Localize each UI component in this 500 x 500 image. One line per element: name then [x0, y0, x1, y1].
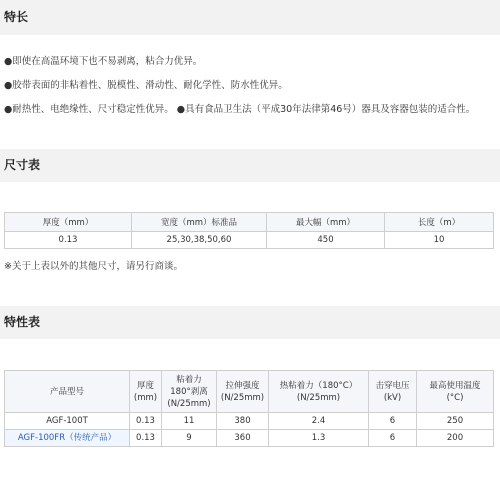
prop-cell-tensile: 360 [217, 430, 269, 447]
prop-header-breakdown-voltage-line2: (kV) [383, 392, 402, 403]
feature-bullet-1: ●即使在高温环境下也不易剥离，粘合力优异。 [4, 56, 203, 67]
prop-cell-breakdown-voltage: 6 [369, 430, 417, 447]
size-cell-max-width: 450 [267, 232, 385, 249]
size-header-thickness: 厚度（mm） [5, 213, 132, 232]
section-header-properties: 特性表 [0, 306, 500, 339]
table-row [5, 430, 494, 447]
size-table [4, 212, 494, 249]
prop-cell-thickness: 0.13 [130, 430, 162, 447]
prop-cell-hot-adhesion: 2.4 [269, 413, 369, 430]
size-header-width: 宽度（mm）标准品 [132, 213, 267, 232]
feature-bullet-2: ●胶带表面的非粘着性、脱模性、滑动性、耐化学性、防水性优异。 [4, 80, 288, 91]
size-cell-width: 25,30,38,50,60 [132, 232, 267, 249]
size-header-length: 长度（m） [385, 213, 494, 232]
prop-header-adhesion-line3: (N/25mm) [167, 398, 211, 409]
size-table-header-row [5, 213, 494, 232]
prop-cell-max-temp: 200 [417, 430, 494, 447]
table-row [5, 413, 494, 430]
prop-cell-model: AGF-100FR（传统产品） [5, 430, 130, 447]
prop-header-adhesion [162, 371, 217, 413]
section-header-features: 特长 [0, 0, 500, 35]
prop-header-thickness-line2: (mm) [133, 392, 158, 403]
prop-header-tensile-line2: (N/25mm) [220, 392, 265, 403]
prop-header-breakdown-voltage-line1: 击穿电压 [375, 380, 410, 391]
prop-header-thickness [130, 371, 162, 413]
prop-header-adhesion-line2: 180°剥离 [170, 386, 208, 397]
size-cell-length: 10 [385, 232, 494, 249]
prop-cell-tensile: 380 [217, 413, 269, 430]
prop-header-tensile-line1: 拉伸强度 [225, 380, 260, 391]
size-note: ※关于上表以外的其他尺寸，请另行商谈。 [4, 261, 183, 272]
prop-cell-max-temp: 250 [417, 413, 494, 430]
prop-header-hot-adhesion [269, 371, 369, 413]
properties-table [4, 370, 494, 447]
prop-header-thickness-line1: 厚度 [136, 380, 154, 391]
prop-cell-hot-adhesion: 1.3 [269, 430, 369, 447]
prop-header-max-temp-line2: (°C) [446, 392, 464, 403]
prop-header-breakdown-voltage [369, 371, 417, 413]
prop-header-hot-adhesion-line1: 热粘着力（180°C） [279, 380, 358, 391]
prop-cell-adhesion: 11 [162, 413, 217, 430]
properties-header-row [5, 371, 494, 413]
prop-header-adhesion-line1: 粘着力 [176, 374, 202, 385]
table-row [5, 232, 494, 249]
prop-header-max-temp-line1: 最高使用温度 [429, 380, 481, 391]
size-header-max-width: 最大幅（mm） [267, 213, 385, 232]
feature-bullet-3: ●耐热性、电绝缘性、尺寸稳定性优异。 ●具有食品卫生法（平成30年法律第46号）器具及容器包装的适合性。 [4, 104, 476, 115]
prop-header-model [5, 371, 130, 413]
prop-header-model-line1: 产品型号 [49, 386, 84, 397]
prop-header-max-temp [417, 371, 494, 413]
prop-cell-breakdown-voltage: 6 [369, 413, 417, 430]
size-cell-thickness: 0.13 [5, 232, 132, 249]
prop-cell-model: AGF-100T [5, 413, 130, 430]
section-header-size: 尺寸表 [0, 149, 500, 182]
prop-header-hot-adhesion-line2: (N/25mm) [296, 392, 341, 403]
prop-header-tensile [217, 371, 269, 413]
prop-cell-adhesion: 9 [162, 430, 217, 447]
prop-cell-thickness: 0.13 [130, 413, 162, 430]
